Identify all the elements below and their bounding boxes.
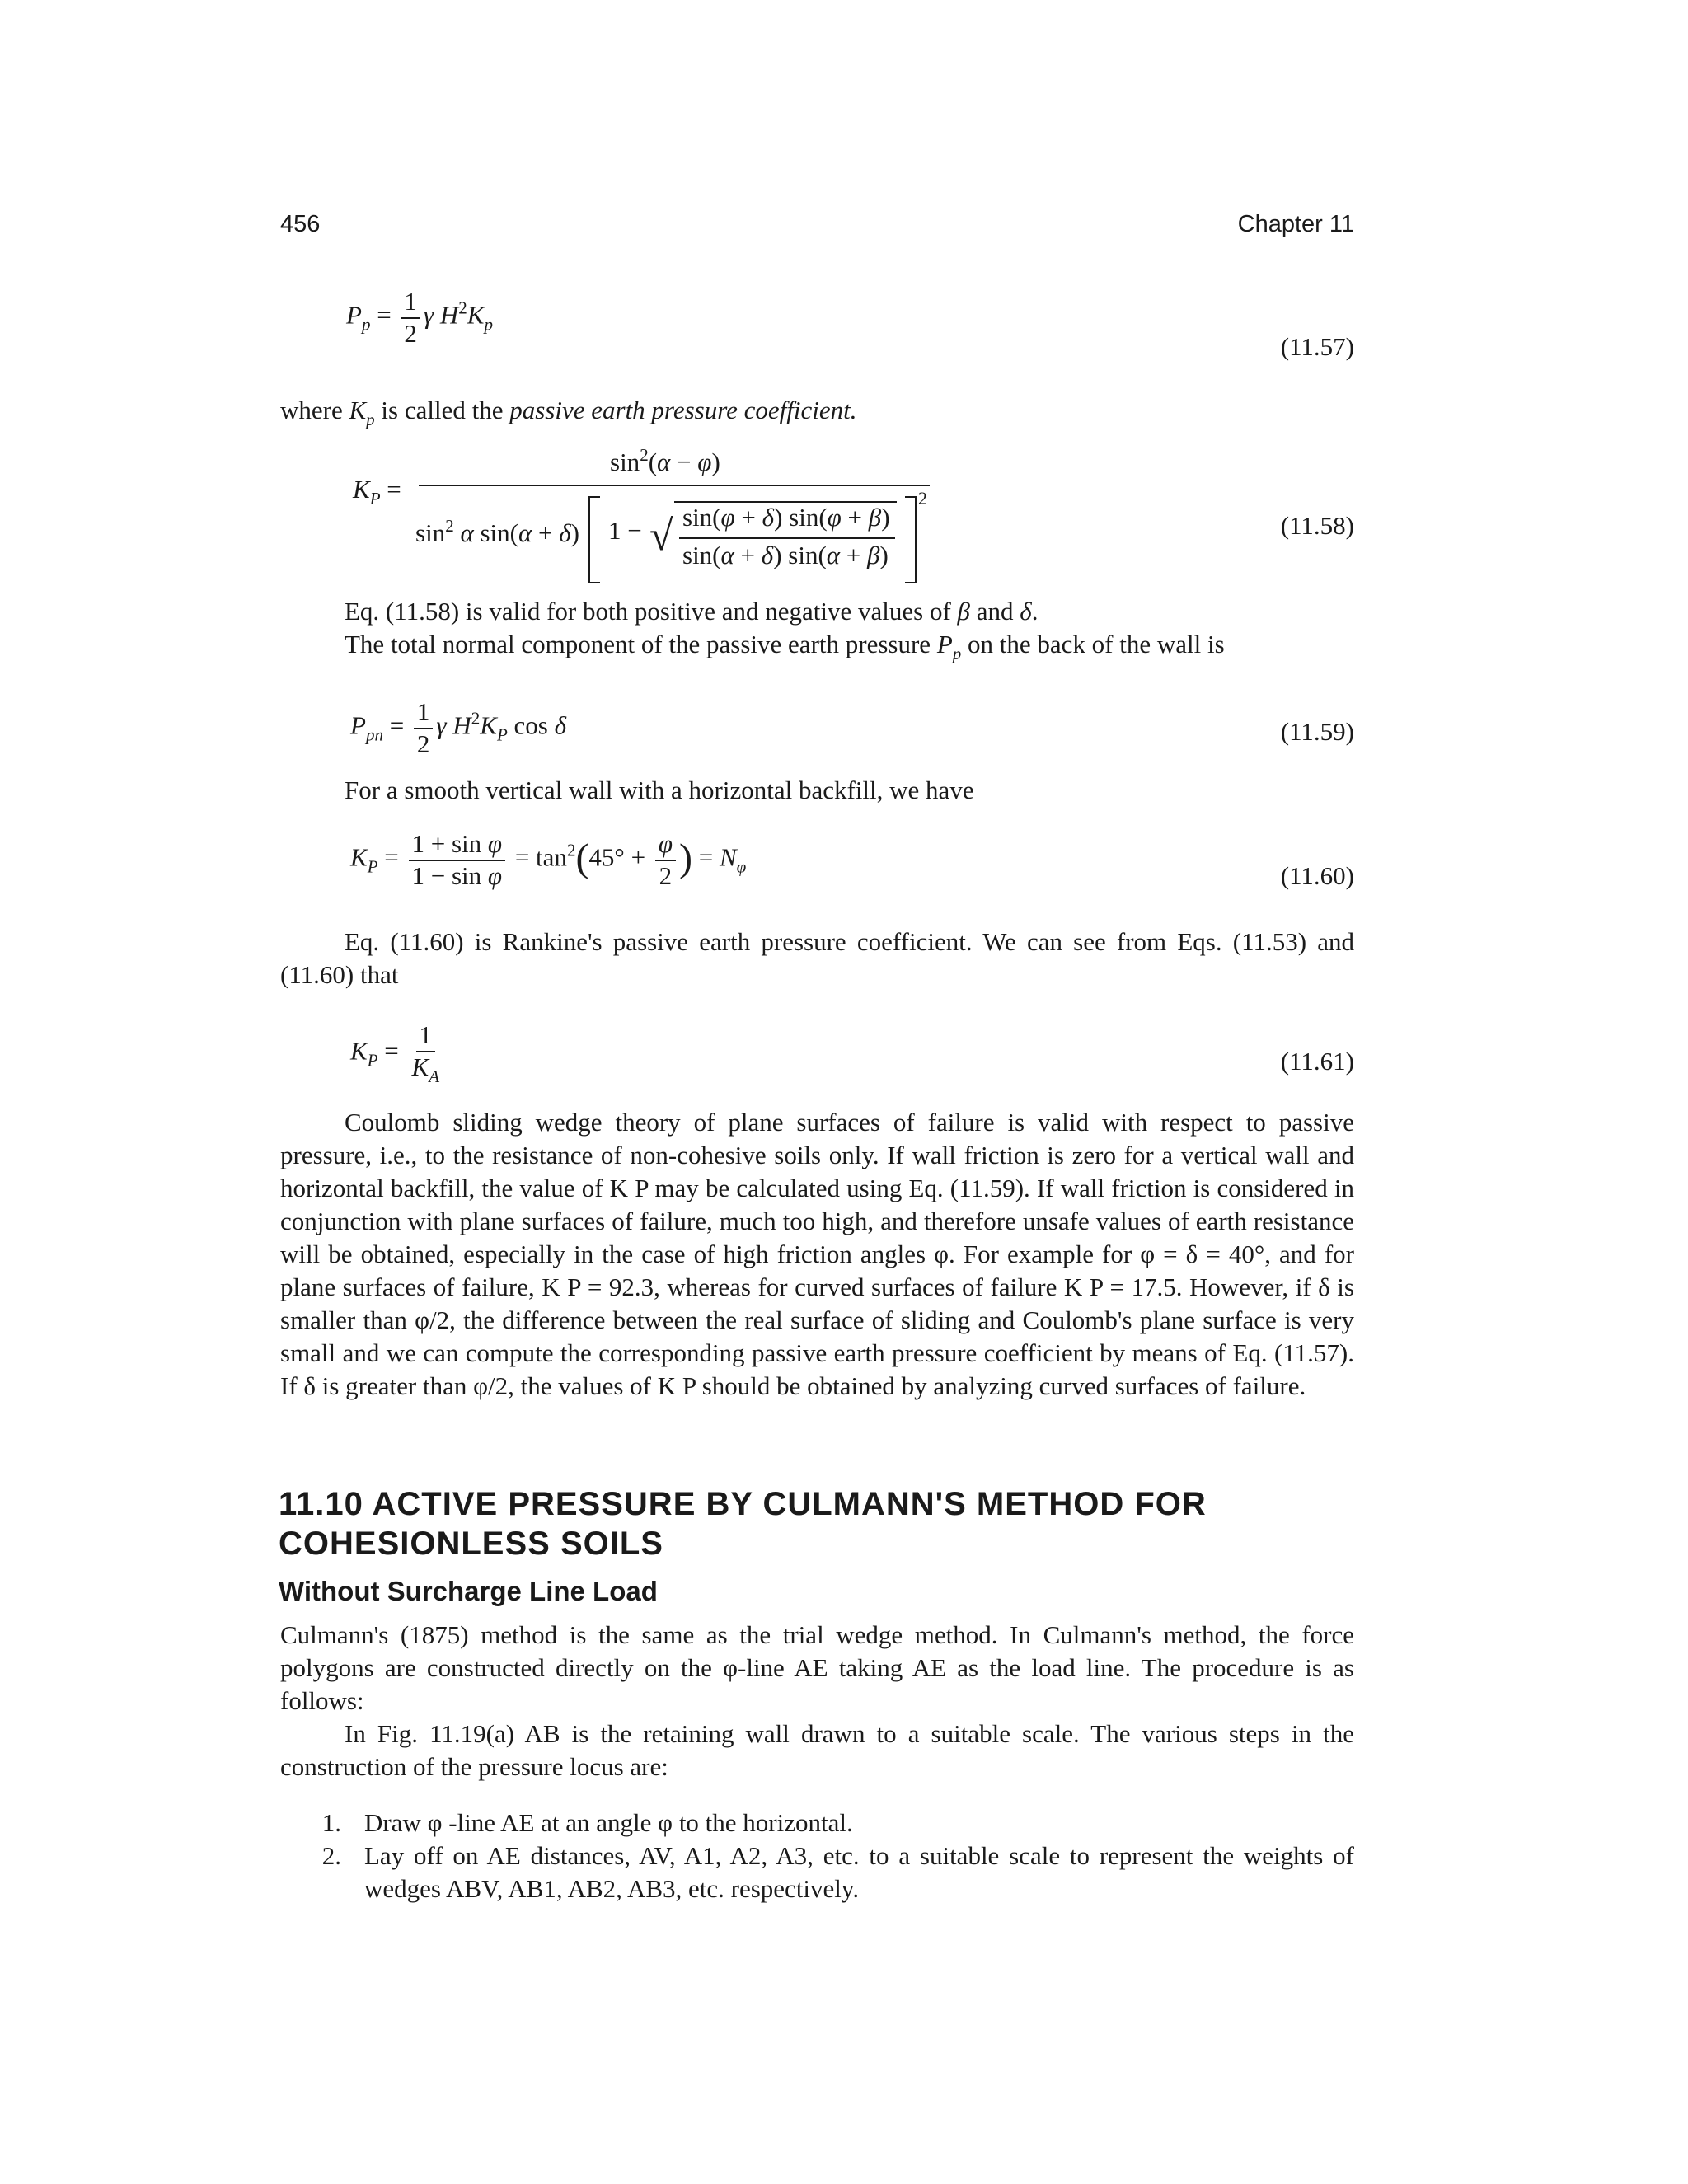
culmann-paragraph-2: In Fig. 11.19(a) AB is the retaining wall drawn to a suitable scale. The various steps in the construction of the pressure locus are: xyxy=(280,1719,1354,1781)
step-number: 1. xyxy=(321,1808,341,1837)
chapter-label: Chapter 11 xyxy=(1237,211,1354,237)
equation-number-11-61: (11.61) xyxy=(1280,1047,1354,1076)
equation-11-58: $K_P$ = $\sin^2(\alpha - \varphi)$ $\sin^2 \alpha$ sin(α + δ) 1 − √ sin(φ + δ) sin(φ + β) sin(α + δ) sin(α + β) 2 xyxy=(346,445,940,585)
equation-number-11-60: (11.60) xyxy=(1280,861,1354,890)
step-number: 2. xyxy=(321,1841,341,1870)
culmann-paragraph-1: Culmann's (1875) method is the same as the trial wedge method. In Culmann's method, the force polygons are constructed directly on the φ-line AE taking AE as the load line. The procedure is as follows: xyxy=(280,1620,1354,1715)
step-text: Lay off on AE distances, AV, A1, A2, A3, etc. to a suitable scale to represent the weights of wedges ABV, AB1, AB2, AB3, etc. respectively. xyxy=(364,1841,1354,1903)
list-item xyxy=(312,1807,1354,1840)
equation-11-57: $P_p$ = $\frac{1}{2}$ γ $H^2K_p$ xyxy=(346,287,493,348)
coulomb-paragraph: Coulomb sliding wedge theory of plane surfaces of failure is valid with respect to passive pressure, i.e., to the resistance of non-cohesive soils only. If wall friction is zero for a vertical wall and horizontal backfill, the value of K P may be calculated using Eq. (11.59). If wall friction is considered in conjunction with plane surfaces of failure, much too high, and therefore unsafe values of earth resistance will be obtained, especially in the case of high friction angles φ. For example for φ = δ = 40°, and for plane surfaces of failure, K P = 92.3, whereas for curved surfaces of failure K P = 17.5. However, if δ is smaller than φ/2, the difference between the real surface of sliding and Coulomb's plane surface is very small and we can compute the corresponding passive earth pressure coefficient by means of Eq. (11.57). If δ is greater than φ/2, the values of K P should be obtained by analyzing curved surfaces of failure. xyxy=(280,1108,1354,1400)
total-normal-line: The total normal component of the passive earth pressure $P_p$ on the back of the wall is xyxy=(345,630,1225,663)
step-text: Draw φ -line AE at an angle φ to the horizontal. xyxy=(364,1808,853,1837)
section-heading-line2: COHESIONLESS SOILS xyxy=(279,1526,663,1562)
equation-number-11-59: (11.59) xyxy=(1280,717,1354,746)
equation-11-61: $K_P$ = $\frac{1}{K_A}$ xyxy=(350,1020,440,1086)
smooth-wall-line: For a smooth vertical wall with a horizontal backfill, we have xyxy=(345,776,974,804)
rankine-paragraph: Eq. (11.60) is Rankine's passive earth pressure coefficient. We can see from Eqs. (11.53) and (11.60) that xyxy=(280,927,1354,989)
equation-11-59: $P_{pn}$ = $\frac{1}{2}$ γ $H^2K_P$ cos δ xyxy=(350,697,567,758)
construction-steps-list xyxy=(312,1807,1354,1905)
subheading-without-surcharge: Without Surcharge Line Load xyxy=(279,1576,658,1606)
section-heading-line1: 11.10 ACTIVE PRESSURE BY CULMANN'S METHOD FOR xyxy=(279,1486,1207,1522)
eq58-validity-line: Eq. (11.58) is valid for both positive and negative values of β and δ. xyxy=(345,597,1039,626)
equation-number-11-57: (11.57) xyxy=(1280,332,1354,361)
page-number: 456 xyxy=(280,211,321,237)
equation-11-60: $K_P$ = $\frac{\text{1 + sin φ}}{\text{1 − sin φ}}$ = $\tan^2(45^\circ$ + $\frac{\varphi}{2}$ ) = $N_\varphi$ xyxy=(350,829,747,890)
equation-number-11-58: (11.58) xyxy=(1280,511,1354,540)
list-item xyxy=(312,1840,1354,1905)
where-kp-line: where $K_p$ is called the passive earth pressure coefficient. xyxy=(280,396,857,429)
